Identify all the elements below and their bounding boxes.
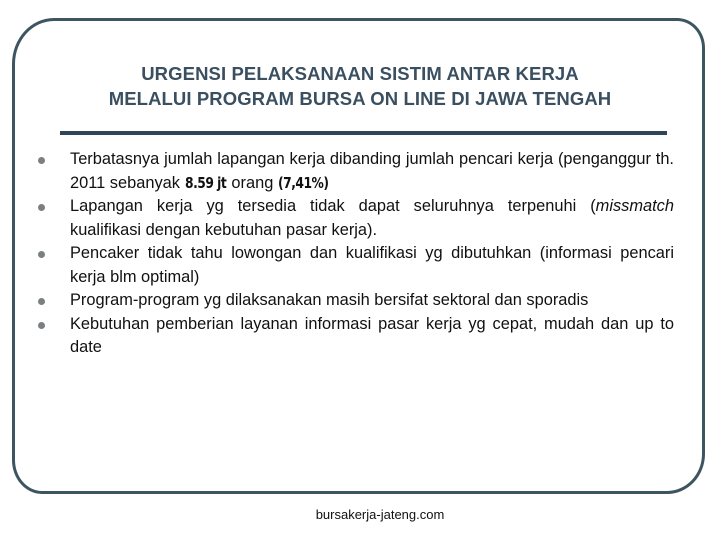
- bullet-item-4: [38, 289, 674, 313]
- bullet-1-text-middle: orang: [226, 173, 278, 192]
- bullet-list: [38, 148, 674, 360]
- bullet-item-2: [38, 195, 674, 242]
- bullet-3-text: Pencaker tidak tahu lowongan dan kualifikasi yg dibutuhkan (informasi pencari kerja blm optimal): [70, 244, 674, 286]
- bullet-item-3: [38, 242, 674, 289]
- title-line-1: URGENSI PELAKSANAAN SISTIM ANTAR KERJA: [141, 63, 579, 84]
- bullet-dot-icon: [38, 251, 45, 258]
- bullet-5-text: Kebutuhan pemberian layanan informasi pasar kerja yg cepat, mudah dan up to date: [70, 314, 674, 356]
- bullet-4-text: Program-program yg dilaksanakan masih bersifat sektoral dan sporadis: [70, 291, 589, 309]
- bullet-2-text: Lapangan kerja yg tersedia tidak dapat seluruhnya terpenuhi (: [70, 197, 596, 215]
- bullet-item-5: [38, 313, 674, 360]
- bullet-item-1: [38, 148, 674, 195]
- slide-title: [20, 61, 700, 111]
- footer-source: bursakerja-jateng.com: [315, 507, 445, 522]
- title-line-2: MELALUI PROGRAM BURSA ON LINE DI JAWA TENGAH: [108, 88, 612, 109]
- unemployed-count: 8.59 jt: [184, 173, 226, 192]
- bullet-dot-icon: [38, 204, 45, 211]
- bullet-dot-icon: [38, 322, 45, 329]
- bullet-2-italic: missmatch: [595, 197, 674, 215]
- bullet-2-text-after: kualifikasi dengan kebutuhan pasar kerja).: [70, 220, 378, 239]
- unemployed-percent: (7,41%): [277, 173, 329, 192]
- bullet-dot-icon: [38, 157, 45, 164]
- bullet-1-text: Terbatasnya jumlah lapangan kerja dibanding jumlah pencari kerja (penganggur th. 2011 sebanyak: [70, 150, 674, 192]
- title-divider: [60, 131, 667, 135]
- bullet-dot-icon: [38, 298, 45, 305]
